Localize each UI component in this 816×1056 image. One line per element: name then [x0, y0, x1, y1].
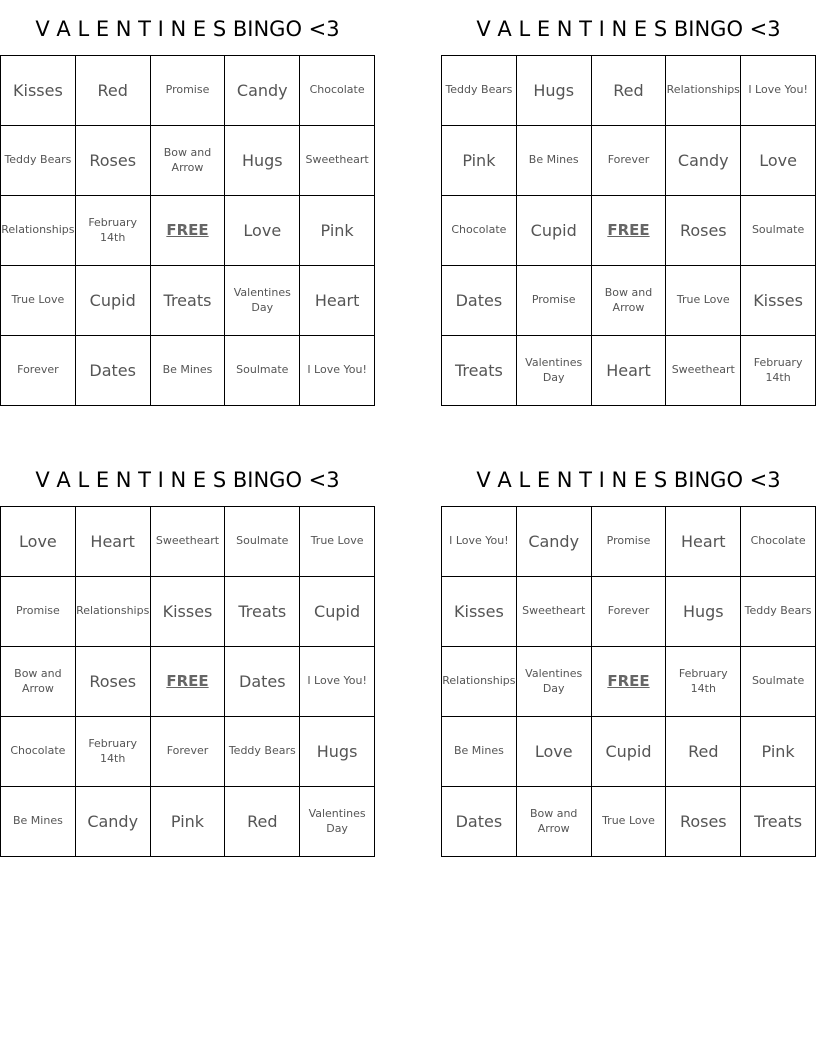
bingo-grid [441, 506, 816, 857]
bingo-cell: Valentines Day [300, 787, 375, 857]
bingo-grid [0, 55, 375, 406]
bingo-cell: Red [592, 56, 667, 126]
bingo-cell: I Love You! [300, 336, 375, 406]
bingo-cell: Soulmate [741, 647, 816, 717]
bingo-cell: Promise [592, 507, 667, 577]
bingo-cell: Forever [151, 717, 226, 787]
bingo-cell: Dates [225, 647, 300, 717]
bingo-cell: Be Mines [517, 126, 592, 196]
bingo-cell: Promise [517, 266, 592, 336]
bingo-cell: Forever [592, 577, 667, 647]
free-space: FREE [151, 196, 226, 266]
bingo-cell: Roses [666, 196, 741, 266]
bingo-cell: Relationships [76, 577, 151, 647]
bingo-cell: Chocolate [442, 196, 517, 266]
bingo-cell: February 14th [76, 717, 151, 787]
bingo-cell: Treats [225, 577, 300, 647]
free-space: FREE [151, 647, 226, 717]
bingo-cell: Promise [151, 56, 226, 126]
bingo-cell: Sweetheart [300, 126, 375, 196]
bingo-cell: Kisses [151, 577, 226, 647]
card-title: V A L E N T I N E S BINGO <3 [476, 468, 781, 492]
bingo-cell: Relationships [666, 56, 741, 126]
bingo-cell: Teddy Bears [442, 56, 517, 126]
bingo-cell: Soulmate [741, 196, 816, 266]
bingo-cell: Love [225, 196, 300, 266]
bingo-cell: Relationships [442, 647, 517, 717]
free-space: FREE [592, 647, 667, 717]
bingo-cell: Pink [442, 126, 517, 196]
bingo-cell: Roses [666, 787, 741, 857]
bingo-cell: Cupid [300, 577, 375, 647]
bingo-cell: Valentines Day [517, 647, 592, 717]
bingo-cell: Kisses [442, 577, 517, 647]
bingo-cell: Cupid [517, 196, 592, 266]
bingo-cell: True Love [592, 787, 667, 857]
bingo-cell: Hugs [666, 577, 741, 647]
bingo-cell: Sweetheart [151, 507, 226, 577]
bingo-cell: Hugs [225, 126, 300, 196]
bingo-cell: Love [741, 126, 816, 196]
bingo-cell: Heart [76, 507, 151, 577]
bingo-cell: Pink [300, 196, 375, 266]
card-title: V A L E N T I N E S BINGO <3 [476, 17, 781, 41]
bingo-cell: Chocolate [1, 717, 76, 787]
bingo-cell: Treats [741, 787, 816, 857]
bingo-cell: Candy [517, 507, 592, 577]
bingo-cell: True Love [666, 266, 741, 336]
bingo-cell: February 14th [666, 647, 741, 717]
card-title: V A L E N T I N E S BINGO <3 [35, 468, 340, 492]
bingo-cell: Candy [76, 787, 151, 857]
bingo-cell: Heart [592, 336, 667, 406]
bingo-cell: Soulmate [225, 336, 300, 406]
bingo-cell: Love [517, 717, 592, 787]
bingo-cell: Love [1, 507, 76, 577]
bingo-cell: I Love You! [741, 56, 816, 126]
bingo-cell: Be Mines [151, 336, 226, 406]
bingo-cell: Dates [442, 266, 517, 336]
bingo-cell: Sweetheart [517, 577, 592, 647]
bingo-cell: True Love [1, 266, 76, 336]
bingo-cell: Dates [442, 787, 517, 857]
bingo-cell: Treats [442, 336, 517, 406]
bingo-cell: I Love You! [442, 507, 517, 577]
bingo-cell: Candy [225, 56, 300, 126]
bingo-grid [0, 506, 375, 857]
bingo-cell: Pink [741, 717, 816, 787]
bingo-cell: Red [666, 717, 741, 787]
bingo-cell: Hugs [300, 717, 375, 787]
bingo-cell: Soulmate [225, 507, 300, 577]
bingo-cell: Bow and Arrow [151, 126, 226, 196]
bingo-cell: Forever [1, 336, 76, 406]
bingo-cell: Relationships [1, 196, 76, 266]
bingo-cell: Cupid [76, 266, 151, 336]
bingo-cell: Forever [592, 126, 667, 196]
bingo-cell: Dates [76, 336, 151, 406]
bingo-cell: Teddy Bears [225, 717, 300, 787]
bingo-cell: Chocolate [741, 507, 816, 577]
bingo-cell: Pink [151, 787, 226, 857]
bingo-cell: Candy [666, 126, 741, 196]
card-title: V A L E N T I N E S BINGO <3 [35, 17, 340, 41]
bingo-cell: Valentines Day [225, 266, 300, 336]
bingo-cell: True Love [300, 507, 375, 577]
bingo-cell: Bow and Arrow [517, 787, 592, 857]
bingo-cell: Chocolate [300, 56, 375, 126]
bingo-cell: Be Mines [442, 717, 517, 787]
bingo-cell: Teddy Bears [741, 577, 816, 647]
bingo-cell: Heart [666, 507, 741, 577]
bingo-cell: Bow and Arrow [592, 266, 667, 336]
bingo-cell: Be Mines [1, 787, 76, 857]
bingo-cell: Heart [300, 266, 375, 336]
bingo-cell: Red [76, 56, 151, 126]
bingo-grid [441, 55, 816, 406]
bingo-cell: Cupid [592, 717, 667, 787]
bingo-cell: Teddy Bears [1, 126, 76, 196]
bingo-cell: Treats [151, 266, 226, 336]
bingo-cell: Bow and Arrow [1, 647, 76, 717]
bingo-cell: February 14th [76, 196, 151, 266]
bingo-cell: Valentines Day [517, 336, 592, 406]
bingo-cell: Promise [1, 577, 76, 647]
bingo-cell: Kisses [741, 266, 816, 336]
bingo-cell: Sweetheart [666, 336, 741, 406]
bingo-cell: Roses [76, 126, 151, 196]
bingo-cell: Roses [76, 647, 151, 717]
bingo-cell: February 14th [741, 336, 816, 406]
bingo-cell: Red [225, 787, 300, 857]
bingo-cell: Hugs [517, 56, 592, 126]
free-space: FREE [592, 196, 667, 266]
bingo-cell: Kisses [1, 56, 76, 126]
bingo-cell: I Love You! [300, 647, 375, 717]
